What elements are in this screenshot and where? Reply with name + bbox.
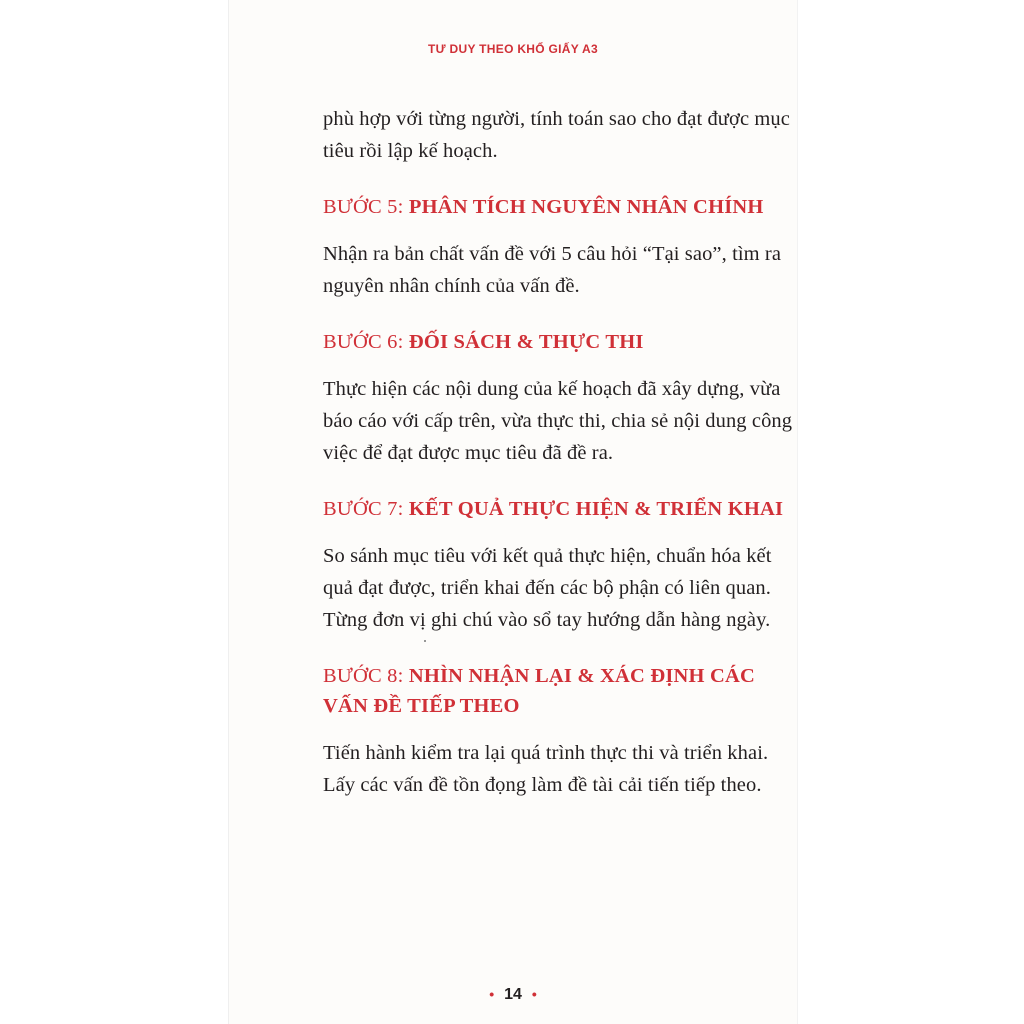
page-content [323, 103, 793, 801]
heading-step-5-lead: BƯỚC 5: [323, 196, 404, 218]
paragraph-step-6: Thực hiện các nội dung của kế hoạch đã xây dựng, vừa báo cáo với cấp trên, vừa thực thi, chia sẻ nội dung công việc để đạt được mục tiêu đã đề ra. [323, 378, 793, 464]
paragraph-step-8: Tiến hành kiểm tra lại quá trình thực thi và triển khai. Lấy các vấn đề tồn đọng làm đề tài cải tiến tiếp theo. [323, 742, 769, 796]
heading-step-6 [323, 327, 793, 357]
footer-dot-left: • [489, 986, 495, 1002]
heading-step-7-title: KẾT QUẢ THỰC HIỆN & TRIỂN KHAI [408, 498, 784, 520]
paragraph-step-5: Nhận ra bản chất vấn đề với 5 câu hỏi “Tại sao”, tìm ra nguyên nhân chính của vấn đề. [323, 243, 782, 297]
heading-step-5 [323, 192, 793, 222]
book-page [228, 0, 798, 1024]
paragraph-step-7: So sánh mục tiêu với kết quả thực hiện, chuẩn hóa kết quả đạt được, triển khai đến các bộ phận có liên quan. Từng đơn vị ghi chú vào sổ tay hướng dẫn hàng ngày. [323, 545, 772, 631]
page-number: 14 [504, 986, 522, 1003]
heading-step-6-lead: BƯỚC 6: [323, 331, 404, 353]
heading-step-6-title: ĐỐI SÁCH & THỰC THI [408, 331, 644, 353]
print-speck [424, 640, 426, 642]
heading-step-5-title: PHÂN TÍCH NGUYÊN NHÂN CHÍNH [408, 196, 764, 218]
heading-step-8-lead: BƯỚC 8: [323, 665, 404, 687]
heading-step-8-title: NHÌN NHẬN LẠI & XÁC ĐỊNH CÁC VẤN ĐỀ TIẾP THEO [323, 665, 755, 717]
running-head: TƯ DUY THEO KHỔ GIẤY A3 [428, 42, 598, 56]
heading-step-7-lead: BƯỚC 7: [323, 498, 404, 520]
paragraph-continuation: phù hợp với từng người, tính toán sao cho đạt được mục tiêu rồi lập kế hoạch. [323, 108, 790, 162]
heading-step-7 [323, 494, 793, 524]
page-footer [229, 986, 797, 1004]
heading-step-8 [323, 661, 793, 721]
footer-dot-right: • [531, 986, 537, 1002]
